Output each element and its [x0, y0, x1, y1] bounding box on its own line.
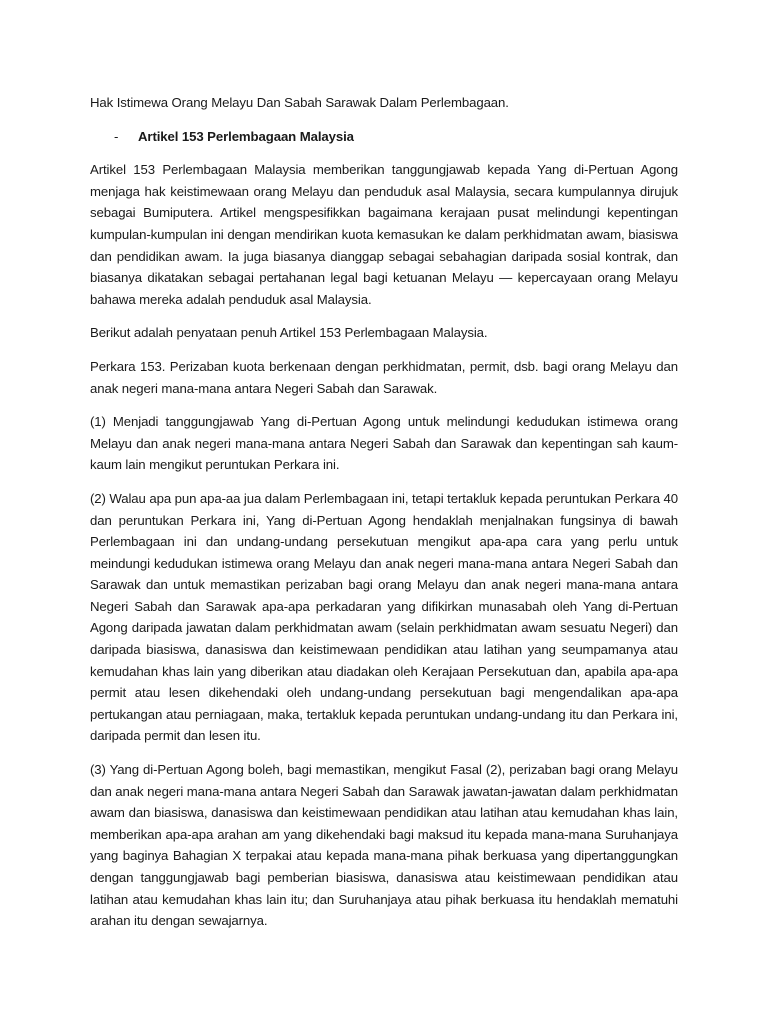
paragraph-article-title: Perkara 153. Perizaban kuota berkenaan dengan perkhidmatan, permit, dsb. bagi orang Melayu dan anak negeri mana-mana antara Negeri Sabah dan Sarawak.: [90, 358, 678, 396]
section-heading: Artikel 153 Perlembagaan Malaysia: [138, 128, 354, 144]
bullet-item: [90, 126, 678, 148]
paragraph-clause-1: (1) Menjadi tanggungjawab Yang di-Pertuan Agong untuk melindungi kedudukan istimewa orang Melayu dan anak negeri mana-mana antara Negeri Sabah dan Sarawak dan kepentingan sah kaum-kaum lain mengikut peruntukan Perkara ini.: [90, 414, 678, 473]
paragraph-clause-2: (2) Walau apa pun apa-aa jua dalam Perlembagaan ini, tetapi tertakluk kepada peruntukan Perkara 40 dan peruntukan Perkara ini, Yang di-Pertuan Agong hendaklah menjalnakan fungsinya di bawah Perlembagaan ini dan undang-undang persekutuan mengikut apa-apa cara yang perlu untuk meindungi kedudukan istimewa orang Melayu dan anak negeri mana-mana antara Negeri Sabah dan Sarawak dan untuk memastikan perizaban bagi orang Melayu dan anak negeri mana-mana antara Negeri Sabah dan Sarawak apa-apa perkadaran yang difikirkan munasabah oleh Yang di-Pertuan Agong daripada jawatan dalam perkhidmatan awam (selain perkhidmatan awam sesuatu Negeri) dan daripada biasiswa, danasiswa dan keistimewaan pendidikan atau latihan yang seumpamanya atau kemudahan khas lain yang diberikan atau diadakan oleh Kerajaan Persekutuan dan, apabila apa-apa permit atau lesen dikehendaki oleh undang-undang persekutuan bagi mengendalikan apa-apa pertukangan atau perniagaan, maka, tertakluk kepada peruntukan undang-undang itu dan Perkara ini, daripada permit dan lesen itu.: [90, 490, 678, 744]
paragraph-clause-3: (3) Yang di-Pertuan Agong boleh, bagi memastikan, mengikut Fasal (2), perizaban bagi orang Melayu dan anak negeri mana-mana antara Negeri Sabah dan Sarawak jawatan-jawatan dalam perkhidmatan awam dan biasiswa, danasiswa dan keistimewaan pendidikan atau latihan atau kemudahan khas lain, memberikan apa-apa arahan am yang dikehendaki bagi maksud itu kepada mana-mana Suruhanjaya yang baginya Bahagian X terpakai atau kepada mana-mana pihak berkuasa yang dipertanggungkan dengan tanggungjawab bagi pemberian biasiswa, danasiswa atau keistimewaan pendidikan atau latihan atau kemudahan khas lain itu; dan Suruhanjaya atau pihak berkuasa itu hendaklah mematuhi arahan itu dengan sewajarnya.: [90, 762, 678, 929]
paragraph-statement: Berikut adalah penyataan penuh Artikel 153 Perlembagaan Malaysia.: [90, 325, 488, 341]
paragraph-intro: Artikel 153 Perlembagaan Malaysia memberikan tanggungjawab kepada Yang di-Pertuan Agong menjaga hak keistimewaan orang Melayu dan penduduk asal Malaysia, secara kumpulannya dirujuk sebagai Bumiputera. Artikel mengspesifikkan bagaimana kerajaan pusat melindungi kepentingan kumpulan-kumpulan ini dengan mendirikan kuota kemasukan ke dalam perkhidmatan awam, biasiswa dan pendidikan awam. Ia juga biasanya dianggap sebagai sebahagian daripada sosial kontrak, dan biasanya dikatakan sebagai pertahanan legal bagi ketuanan Melayu — kepercayaan orang Melayu bahawa mereka adalah penduduk asal Malaysia.: [90, 162, 678, 307]
document-page: [90, 92, 678, 944]
document-title: Hak Istimewa Orang Melayu Dan Sabah Sarawak Dalam Perlembagaan.: [90, 95, 509, 110]
bullet-marker: -: [114, 128, 119, 144]
